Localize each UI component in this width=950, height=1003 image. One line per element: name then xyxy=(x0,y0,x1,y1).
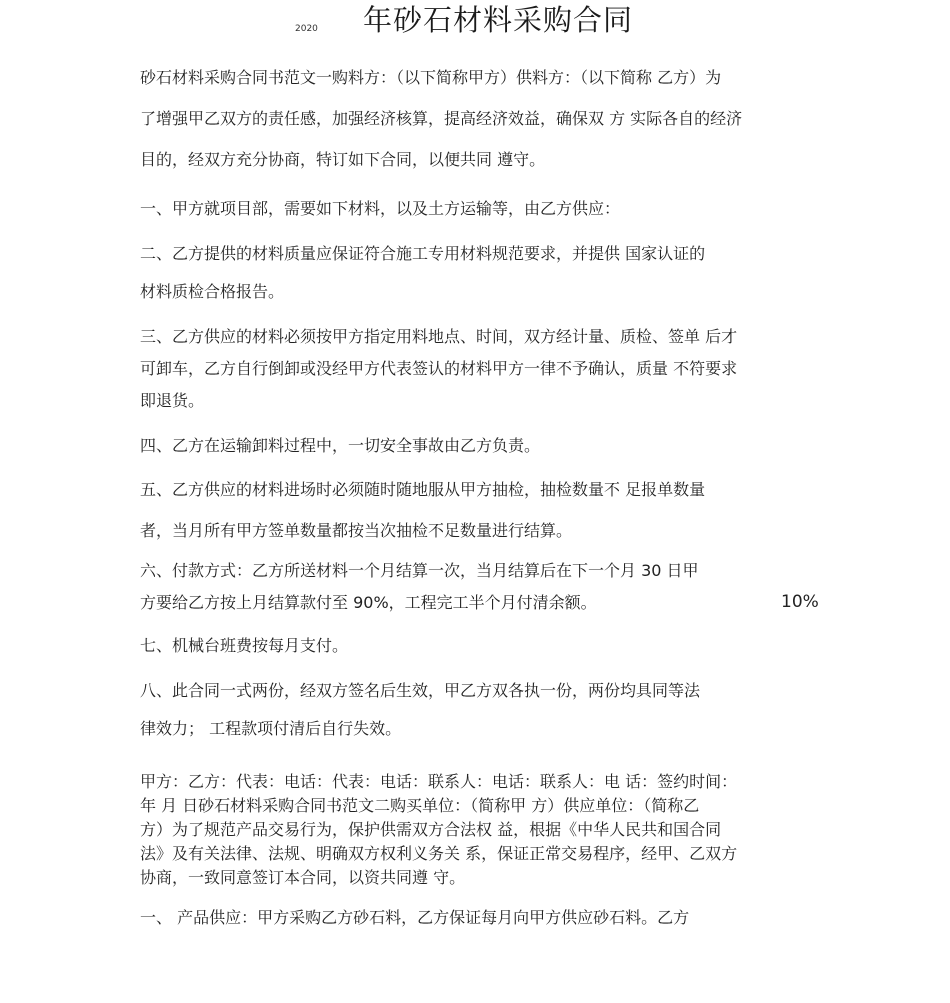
text-line: 材料质检合格报告。 xyxy=(140,282,285,301)
text-line: 一、甲方就项目部，需要如下材料，以及土方运输等，由乙方供应： xyxy=(140,199,621,218)
text-line: 砂石材料采购合同书范文一购料方：（以下简称甲方）供料方：（以下简称 乙方）为 xyxy=(140,68,722,87)
document-title: 年砂石材料采购合同 xyxy=(362,3,633,37)
text-line: 了增强甲乙双方的责任感，加强经济核算，提高经济效益，确保双 方 实际各自的经济 xyxy=(140,109,743,128)
text-line: 年 月 日砂石材料采购合同书范文二购买单位：（简称甲 方）供应单位：（简称乙 xyxy=(140,796,700,815)
text-line: 方要给乙方按上月结算款付至 90%，工程完工半个月付清余额。 xyxy=(140,593,597,612)
text-line: 者，当月所有甲方签单数量都按当次抽检不足数量进行结算。 xyxy=(140,521,573,540)
clause-supply xyxy=(140,902,830,934)
text-line: 二、乙方提供的材料质量应保证符合施工专用材料规范要求，并提供 国家认证的 xyxy=(140,244,706,263)
text-line: 八、此合同一式两份，经双方签名后生效，甲乙方双各执一份，两份均具同等法 xyxy=(140,681,701,700)
text-line: 协商，一致同意签订本合同，以资共同遵 守。 xyxy=(140,868,466,887)
text-line: 四、乙方在运输卸料过程中，一切安全事故由乙方负责。 xyxy=(140,436,541,455)
text-line: 法》及有关法律、法规、明确双方权利义务关 系，保证正常交易程序，经甲、乙双方 xyxy=(140,844,738,863)
clause-7 xyxy=(140,630,830,662)
text-line: 可卸车，乙方自行倒卸或没经甲方代表签认的材料甲方一律不予确认，质量 不符要求 xyxy=(140,359,738,378)
text-line: 七、机械台班费按每月支付。 xyxy=(140,636,349,655)
signature-block xyxy=(140,770,830,890)
clause-4 xyxy=(140,430,830,462)
clause-6 xyxy=(140,555,830,619)
text-line: 即退货。 xyxy=(140,391,205,410)
clause-3 xyxy=(140,321,830,417)
document-year: 2020 xyxy=(295,24,318,34)
intro-paragraph xyxy=(140,57,830,180)
text-line: 五、乙方供应的材料进场时必须随时随地服从甲方抽检，抽检数量不 足报单数量 xyxy=(140,480,706,499)
clause-1 xyxy=(140,193,830,225)
text-line: 目的，经双方充分协商，特订如下合同，以便共同 遵守。 xyxy=(140,150,546,169)
clause-6-percentage: 10% xyxy=(781,592,819,612)
clause-5 xyxy=(140,469,830,551)
text-line: 一、 产品供应：甲方采购乙方砂石料，乙方保证每月向甲方供应砂石料。乙方 xyxy=(140,908,690,927)
text-line: 方）为了规范产品交易行为，保护供需双方合法权 益，根据《中华人民共和国合同 xyxy=(140,820,722,839)
text-line: 律效力； 工程款项付清后自行失效。 xyxy=(140,719,402,738)
clause-2 xyxy=(140,235,830,311)
clause-8 xyxy=(140,672,830,748)
text-line: 三、乙方供应的材料必须按甲方指定用料地点、时间，双方经计量、质检、签单 后才 xyxy=(140,327,738,346)
text-line: 甲方：乙方：代表：电话：代表：电话：联系人：电话：联系人：电 话：签约时间： xyxy=(140,772,738,791)
text-line: 六、付款方式：乙方所送材料一个月结算一次，当月结算后在下一个月 30 日甲 xyxy=(140,561,699,580)
